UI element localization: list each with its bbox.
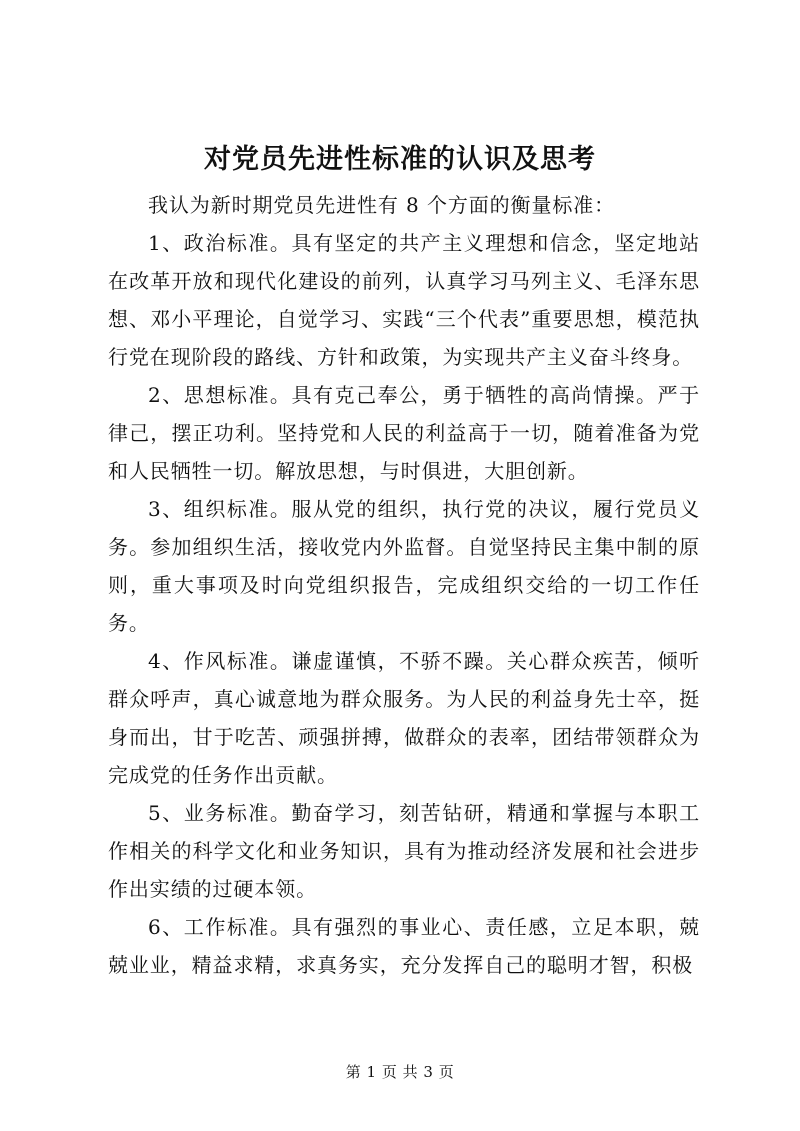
paragraph-ideological-standard: 2、思想标准。具有克己奉公，勇于牺牲的高尚情操。严于律己，摆正功利。坚持党和人民的利益高于一切，随着准备为党和人民牺牲一切。解放思想，与时俱进，大胆创新。 — [108, 383, 700, 483]
page-footer: 第 1 页 共 3 页 — [345, 1063, 455, 1081]
paragraph-intro: 我认为新时期党员先进性有 8 个方面的衡量标准： — [148, 193, 616, 217]
document-body — [108, 186, 700, 984]
document-title: 对党员先进性标准的认识及思考 — [204, 144, 596, 175]
paragraph-organizational-standard: 3、组织标准。服从党的组织，执行党的决议，履行党员义务。参加组织生活，接收党内外监督。自觉坚持民主集中制的原则，重大事项及时向党组织报告，完成组织交给的一切工作任务。 — [108, 497, 700, 635]
paragraph-work-standard: 6、工作标准。具有强烈的事业心、责任感，立足本职，兢兢业业，精益求精，求真务实，充分发挥自己的聪明才智，积极 — [108, 915, 700, 977]
paragraph-political-standard: 1、政治标准。具有坚定的共产主义理想和信念，坚定地站在改革开放和现代化建设的前列，认真学习马列主义、毛泽东思想、邓小平理论，自觉学习、实践“三个代表”重要思想，模范执行党在现阶段的路线、方针和政策，为实现共产主义奋斗终身。 — [108, 231, 700, 369]
paragraph-professional-standard: 5、业务标准。勤奋学习，刻苦钻研，精通和掌握与本职工作相关的科学文化和业务知识，具有为推动经济发展和社会进步作出实绩的过硬本领。 — [108, 801, 700, 901]
paragraph-work-style-standard: 4、作风标准。谦虚谨慎，不骄不躁。关心群众疾苦，倾听群众呼声，真心诚意地为群众服务。为人民的利益身先士卒，挺身而出，甘于吃苦、顽强拼搏，做群众的表率，团结带领群众为完成党的任务作出贡献。 — [108, 649, 700, 787]
